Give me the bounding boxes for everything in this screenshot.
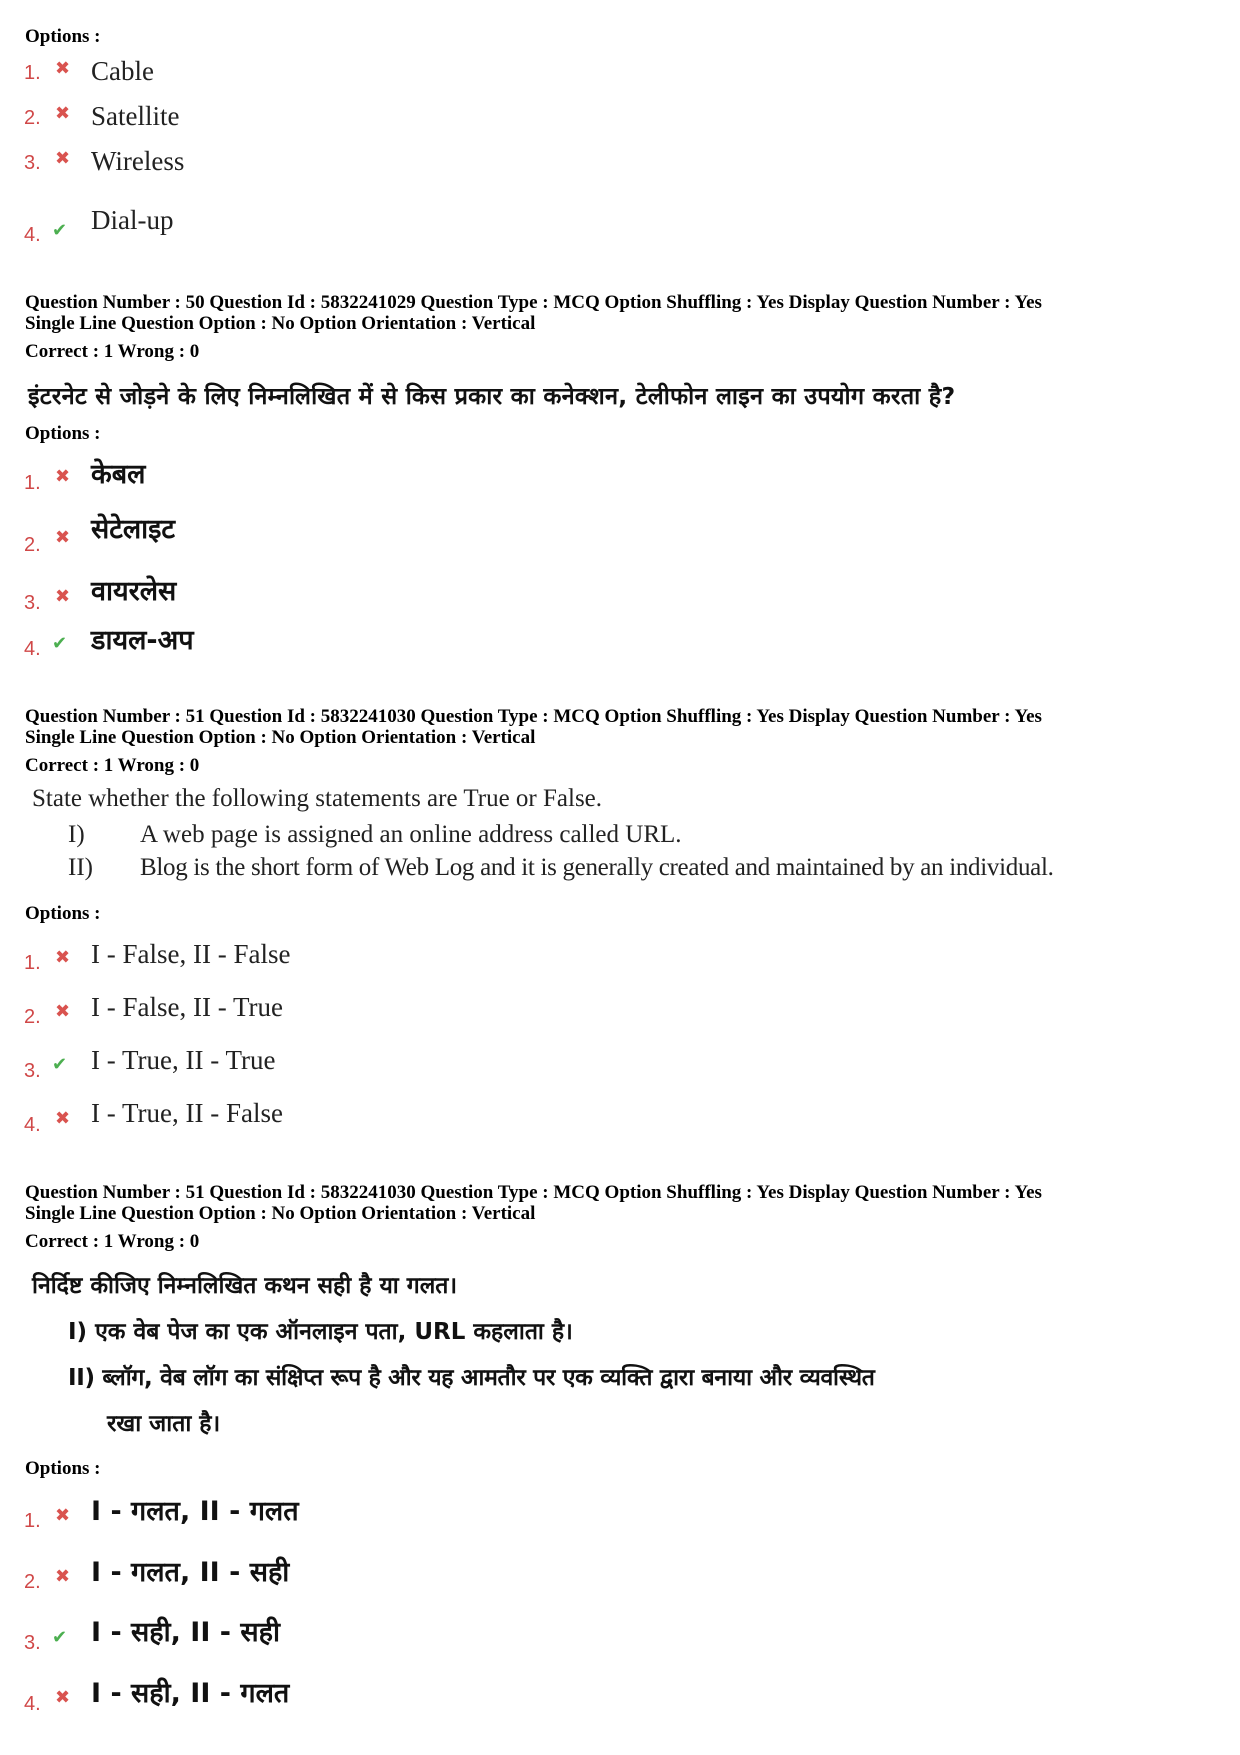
option-text: I - False, II - True (91, 992, 283, 1022)
options-label: Options : (25, 1458, 101, 1479)
option-number: 3. (24, 1060, 41, 1082)
option-text: I - गलत, II - गलत (91, 1496, 299, 1527)
statement-text: A web page is assigned an online address called URL. (140, 821, 682, 848)
question-meta: Question Number : 51 Question Id : 5832241030 Question Type : MCQ Option Shuffling : Yes Display Question Number : Yes (25, 1182, 1042, 1203)
option-number: 2. (24, 107, 41, 129)
wrong-icon: ✖ (55, 947, 71, 968)
option-text: Satellite (91, 101, 180, 131)
option-text: I - False, II - False (91, 939, 291, 969)
option-number: 1. (24, 472, 41, 494)
question-text: State whether the following statements are True or False. (32, 785, 603, 812)
wrong-icon: ✖ (55, 103, 71, 124)
question-meta: Question Number : 50 Question Id : 5832241029 Question Type : MCQ Option Shuffling : Yes Display Question Number : Yes (25, 292, 1042, 313)
checkmark-icon: ✔ (52, 1054, 68, 1075)
option-number: 3. (24, 152, 41, 174)
question-text: इंटरनेट से जोड़ने के लिए निम्नलिखित में से किस प्रकार का कनेक्शन, टेलीफोन लाइन का उपयोग करता है? (28, 382, 956, 410)
wrong-icon: ✖ (55, 1687, 71, 1708)
checkmark-icon: ✔ (52, 633, 68, 654)
score-line: Correct : 1 Wrong : 0 (25, 1231, 200, 1252)
option-number: 3. (24, 1632, 41, 1654)
option-number: 4. (24, 638, 41, 660)
question-meta: Question Number : 51 Question Id : 5832241030 Question Type : MCQ Option Shuffling : Yes Display Question Number : Yes (25, 706, 1042, 727)
option-text: Wireless (91, 146, 185, 176)
option-text: I - गलत, II - सही (91, 1557, 290, 1588)
option-number: 2. (24, 1006, 41, 1028)
option-number: 3. (24, 592, 41, 614)
option-text: Dial-up (91, 205, 174, 235)
option-number: 1. (24, 62, 41, 84)
statement-text: रखा जाता है। (107, 1411, 221, 1437)
statement-text: II) ब्लॉग, वेब लॉग का संक्षिप्त रूप है और यह आमतौर पर एक व्यक्ति द्वारा बनाया और व्यवस्थित (68, 1365, 875, 1391)
score-line: Correct : 1 Wrong : 0 (25, 755, 200, 776)
wrong-icon: ✖ (55, 1108, 71, 1129)
wrong-icon: ✖ (55, 148, 71, 169)
question-meta: Single Line Question Option : No Option Orientation : Vertical (25, 313, 536, 334)
score-line: Correct : 1 Wrong : 0 (25, 341, 200, 362)
option-number: 2. (24, 534, 41, 556)
option-text: वायरलेस (91, 576, 177, 607)
option-text: डायल-अप (91, 625, 194, 656)
options-label: Options : (25, 423, 101, 444)
wrong-icon: ✖ (55, 58, 71, 79)
option-number: 1. (24, 1510, 41, 1532)
wrong-icon: ✖ (55, 527, 71, 548)
wrong-icon: ✖ (55, 466, 71, 487)
question-meta: Single Line Question Option : No Option Orientation : Vertical (25, 727, 536, 748)
options-label: Options : (25, 903, 101, 924)
question-text: निर्दिष्ट कीजिए निम्नलिखित कथन सही है या गलत। (32, 1273, 458, 1299)
option-text: केबल (91, 459, 146, 490)
checkmark-icon: ✔ (52, 220, 68, 241)
statement-text: I) एक वेब पेज का एक ऑनलाइन पता, URL कहलाता है। (68, 1319, 573, 1345)
option-number: 1. (24, 952, 41, 974)
option-text: I - True, II - True (91, 1045, 276, 1075)
option-number: 4. (24, 1114, 41, 1136)
statement-roman: I) (68, 821, 85, 848)
wrong-icon: ✖ (55, 586, 71, 607)
statement-roman: II) (68, 854, 93, 881)
option-text: I - सही, II - गलत (91, 1678, 290, 1709)
option-text: सेटेलाइट (91, 514, 176, 545)
option-number: 2. (24, 1571, 41, 1593)
option-text: I - सही, II - सही (91, 1617, 280, 1648)
options-label: Options : (25, 26, 101, 47)
question-meta: Single Line Question Option : No Option Orientation : Vertical (25, 1203, 536, 1224)
checkmark-icon: ✔ (52, 1627, 68, 1648)
wrong-icon: ✖ (55, 1505, 71, 1526)
statement-text: Blog is the short form of Web Log and it is generally created and maintained by an individual. (140, 854, 1054, 881)
wrong-icon: ✖ (55, 1001, 71, 1022)
option-text: I - True, II - False (91, 1098, 283, 1128)
wrong-icon: ✖ (55, 1566, 71, 1587)
option-text: Cable (91, 56, 154, 86)
option-number: 4. (24, 224, 41, 246)
option-number: 4. (24, 1693, 41, 1715)
